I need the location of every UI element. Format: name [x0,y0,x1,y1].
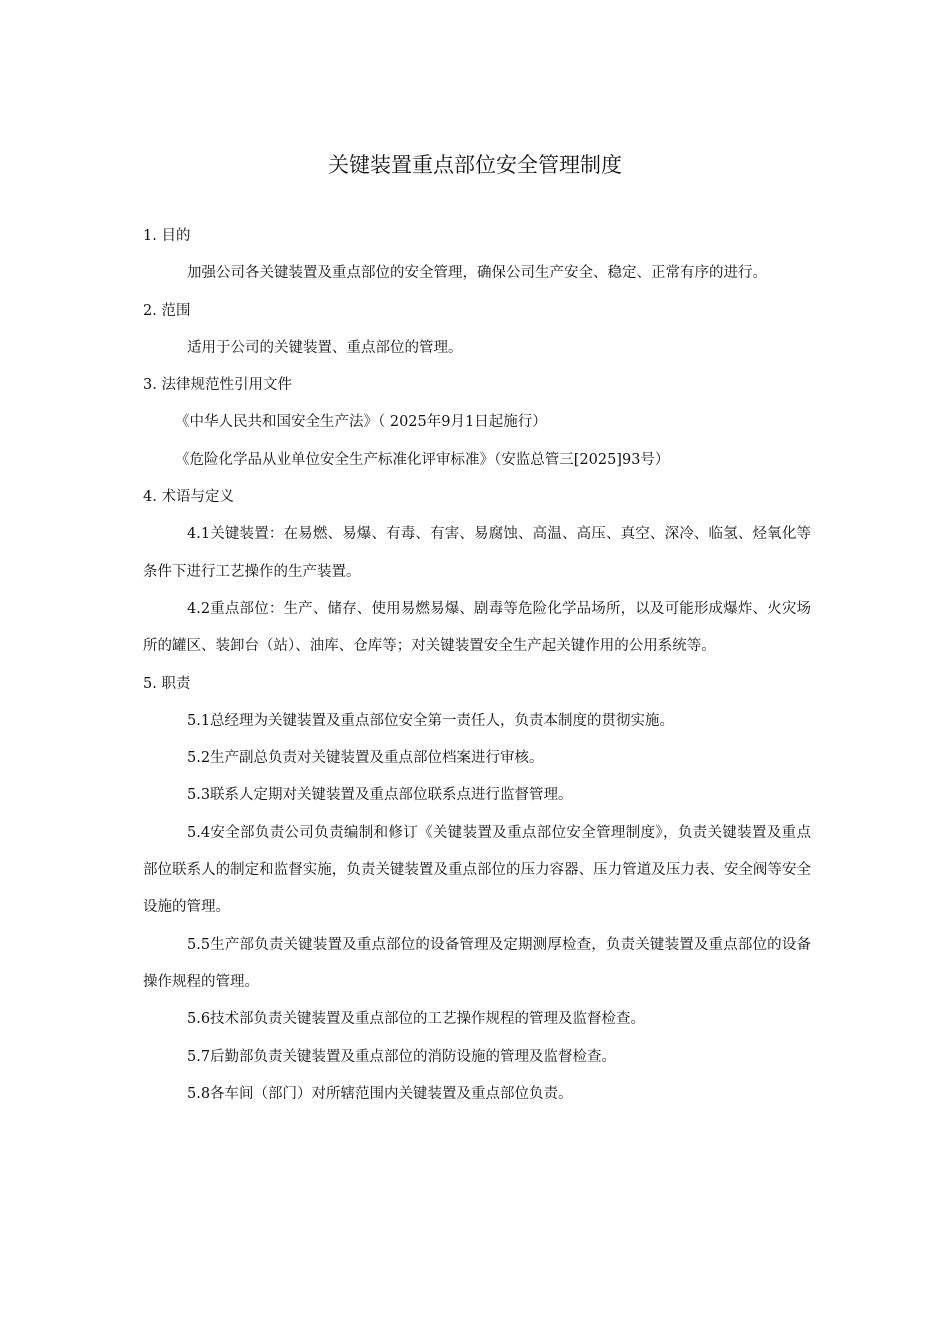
section-heading: 4. 术语与定义 [143,489,234,506]
definition-item: 4.2重点部位：生产、储存、使用易燃易爆、剧毒等危险化学品场所，以及可能形成爆炸、火灾场所的罐区、装卸台（站）、油库、仓库等；对关键装置安全生产起关键作用的公用系统等。 [143,600,811,655]
reference-item: 《危险化学品从业单位安全生产标准化评审标准》（安监总管三[2025]93号） [175,451,670,468]
paragraph: 适用于公司的关键装置、重点部位的管理。 [187,339,463,356]
section-heading: 3. 法律规范性引用文件 [143,377,292,394]
paragraph: 加强公司各关键装置及重点部位的安全管理，确保公司生产安全、稳定、正常有序的进行。 [187,265,767,282]
document-title: 关键装置重点部位安全管理制度 [328,153,622,177]
responsibility-item: 5.8各车间（部门）对所辖范围内关键装置及重点部位负责。 [187,1085,573,1102]
reference-item: 《中华人民共和国安全生产法》（ 2025年9月1日起施行） [175,414,547,431]
section-heading: 5. 职责 [143,675,191,692]
responsibility-item: 5.4安全部负责公司负责编制和修订《关键装置及重点部位安全管理制度》，负责关键装置及重点部位联系人的制定和监督实施，负责关键装置及重点部位的压力容器、压力管道及压力表、安全阀等安全设施的管理。 [143,824,811,916]
responsibility-item: 5.6技术部负责关键装置及重点部位的工艺操作规程的管理及监督检查。 [187,1011,646,1028]
responsibility-item: 5.5生产部负责关键装置及重点部位的设备管理及定期测厚检查，负责关键装置及重点部位的设备操作规程的管理。 [143,936,811,990]
responsibility-item: 5.2生产副总负责对关键装置及重点部位档案进行审核。 [187,750,544,767]
definition-item: 4.1关键装置：在易燃、易爆、有毒、有害、易腐蚀、高温、高压、真空、深冷、临氢、烃氧化等条件下进行工艺操作的生产装置。 [143,526,811,580]
document-body [143,218,811,1113]
section-heading: 2. 范围 [143,302,191,319]
responsibility-item: 5.3联系人定期对关键装置及重点部位联系点进行监督管理。 [187,787,573,804]
responsibility-item: 5.1总经理为关键装置及重点部位安全第一责任人，负责本制度的贯彻实施。 [187,712,675,729]
responsibility-item: 5.7后勤部负责关键装置及重点部位的消防设施的管理及监督检查。 [187,1048,617,1065]
section-heading: 1. 目的 [143,228,191,244]
